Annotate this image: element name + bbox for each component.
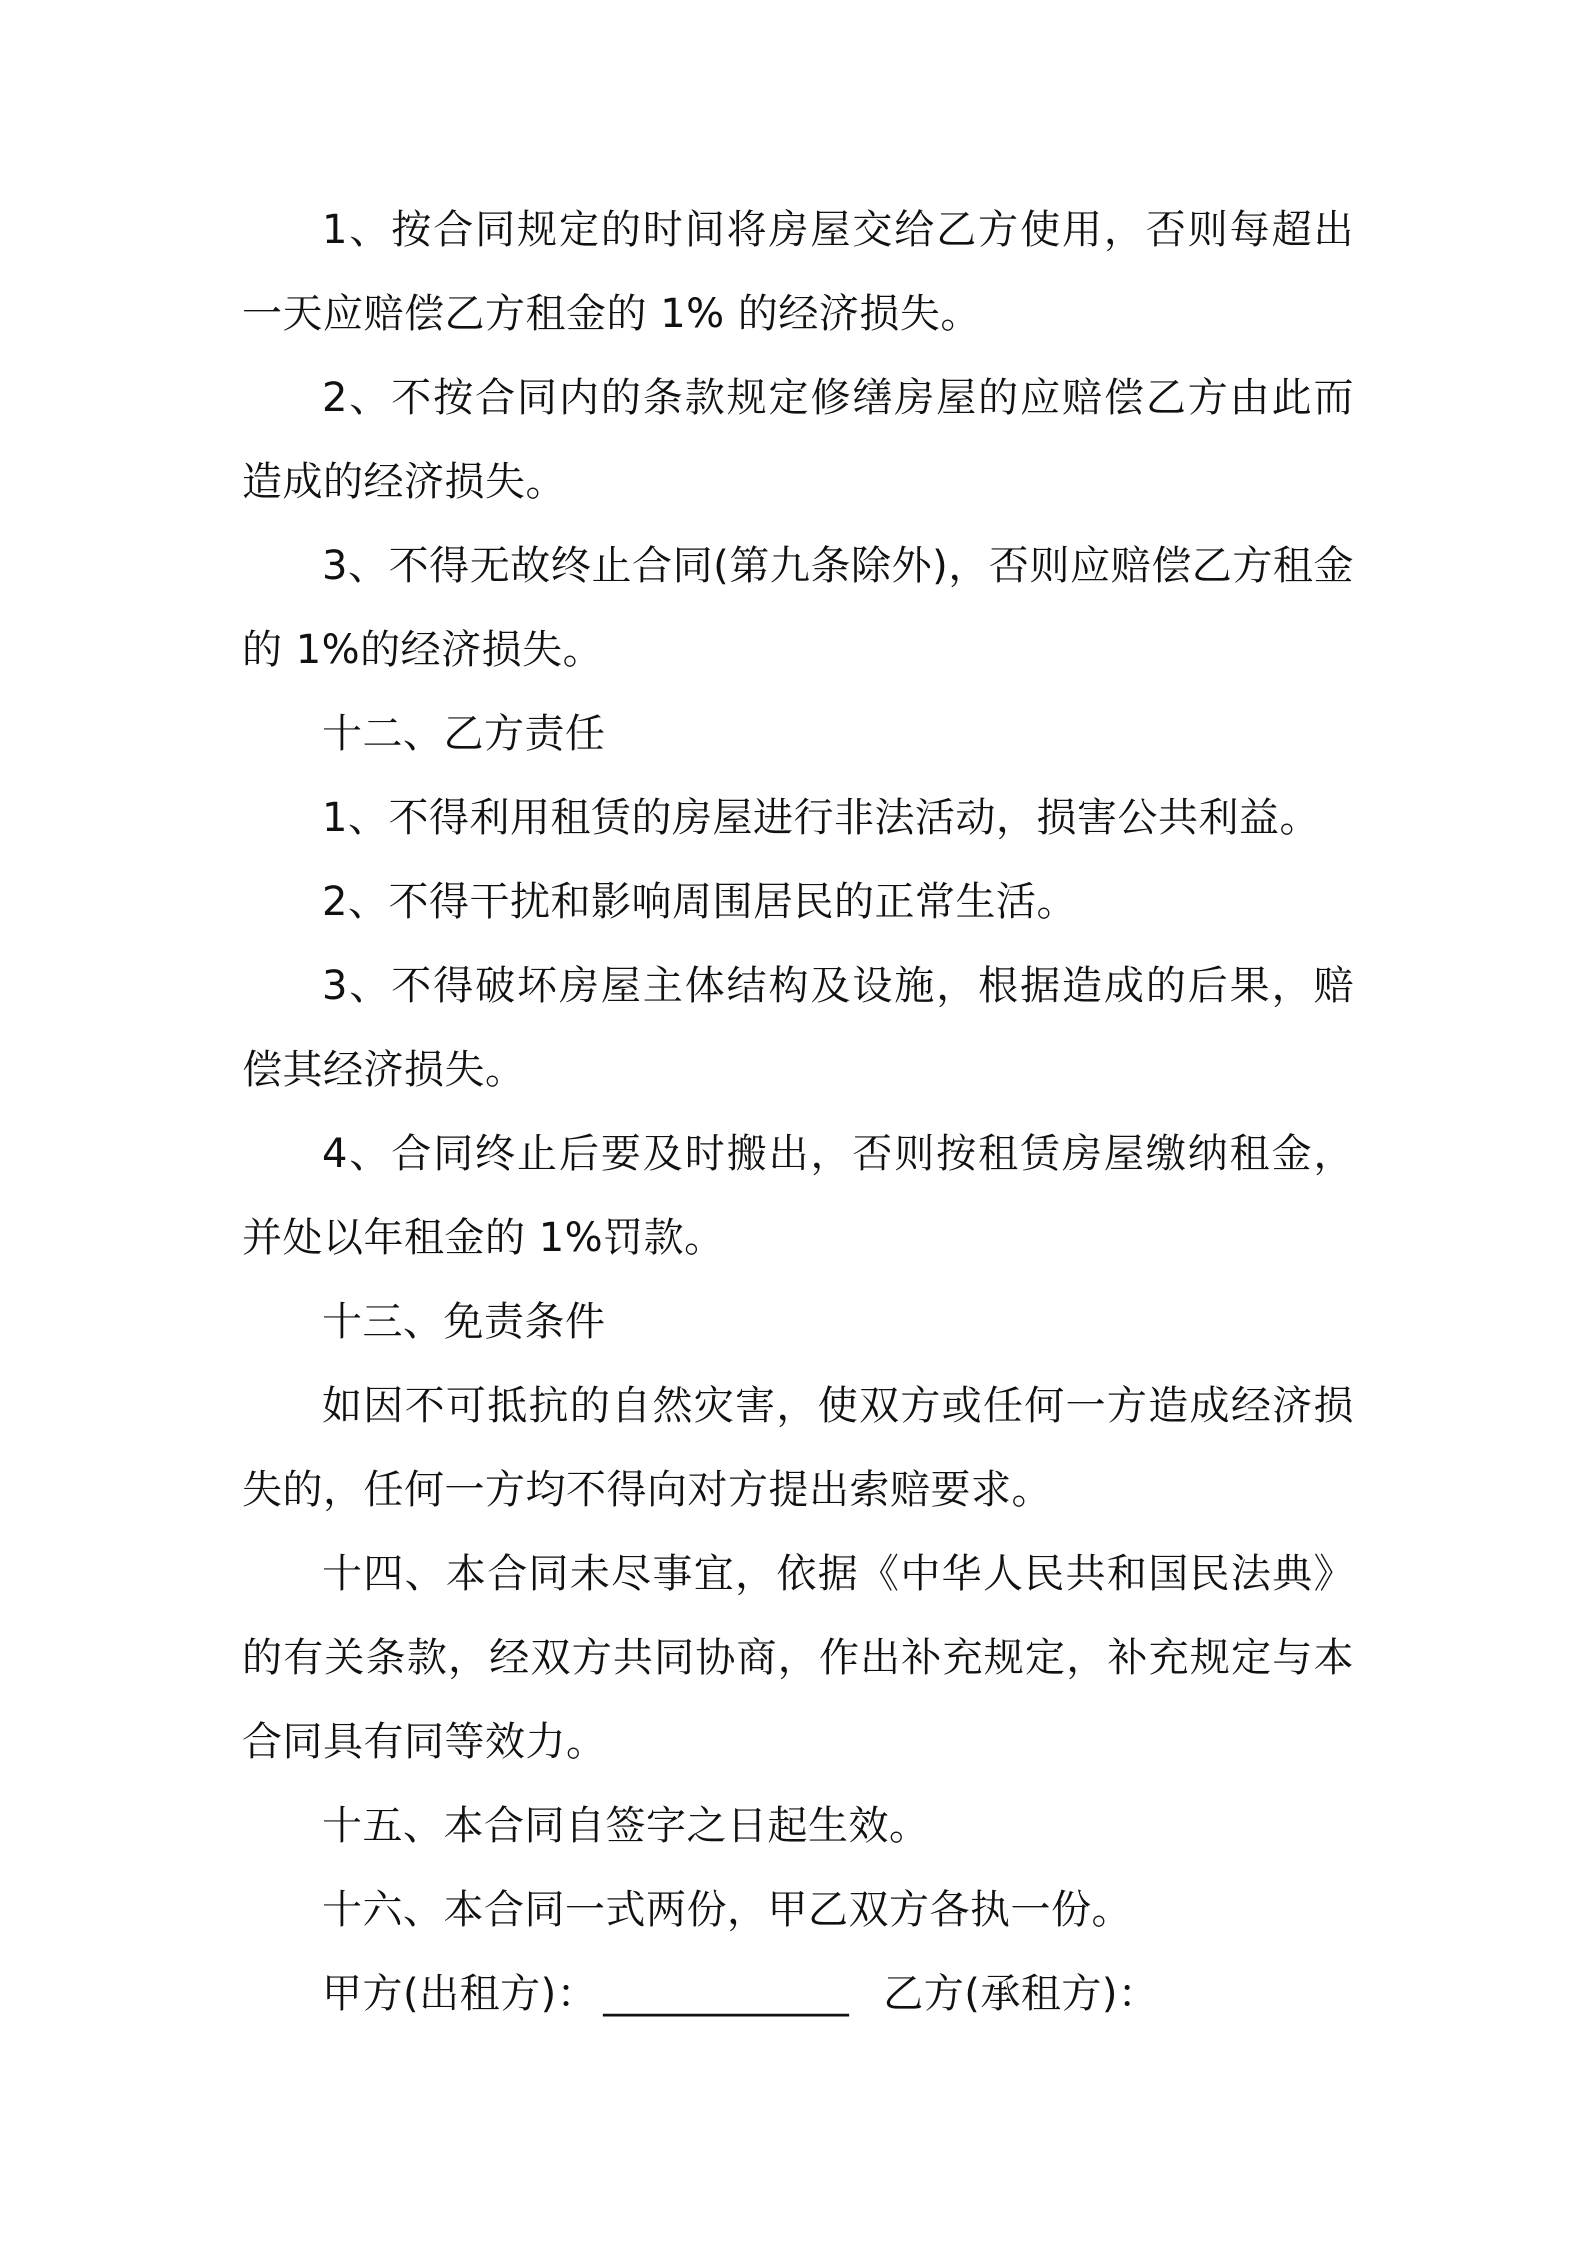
- clause-landlord-2: 2、不按合同内的条款规定修缮房屋的应赔偿乙方由此而造成的经济损失。: [242, 375, 1354, 505]
- clause-fourteen: 十四、本合同未尽事宜，依据《中华人民共和国民法典》的有关条款，经双方共同协商，作出补充规定，补充规定与本合同具有同等效力。: [242, 1551, 1354, 1765]
- party-a-signature-blank[interactable]: ____________: [603, 1971, 850, 2017]
- clause-tenant-1: 1、不得利用租赁的房屋进行非法活动，损害公共利益。: [322, 795, 1320, 841]
- clause-sixteen: 十六、本合同一式两份，甲乙双方各执一份。: [322, 1887, 1132, 1933]
- clause-tenant-4: 4、合同终止后要及时搬出，否则按租赁房屋缴纳租金，并处以年租金的 1%罚款。: [242, 1131, 1354, 1261]
- party-b-label: 乙方(承租方)：: [883, 1971, 1159, 2017]
- section-heading-tenant-duties: 十二、乙方责任: [322, 711, 606, 757]
- clause-landlord-1: 1、按合同规定的时间将房屋交给乙方使用，否则每超出一天应赔偿乙方租金的 1% 的经济损失。: [242, 207, 1354, 337]
- clause-exemption: 如因不可抵抗的自然灾害，使双方或任何一方造成经济损失的，任何一方均不得向对方提出索赔要求。: [242, 1383, 1354, 1513]
- party-a-label: 甲方(出租方)：: [322, 1971, 598, 2017]
- clause-tenant-2: 2、不得干扰和影响周围居民的正常生活。: [322, 879, 1077, 925]
- signature-line: [322, 1952, 1158, 2036]
- section-heading-exemption: 十三、免责条件: [322, 1299, 606, 1345]
- clause-fifteen: 十五、本合同自签字之日起生效。: [322, 1803, 930, 1849]
- clause-landlord-3: 3、不得无故终止合同(第九条除外)，否则应赔偿乙方租金的 1%的经济损失。: [242, 543, 1354, 673]
- clause-tenant-3: 3、不得破坏房屋主体结构及设施，根据造成的后果，赔偿其经济损失。: [242, 963, 1354, 1093]
